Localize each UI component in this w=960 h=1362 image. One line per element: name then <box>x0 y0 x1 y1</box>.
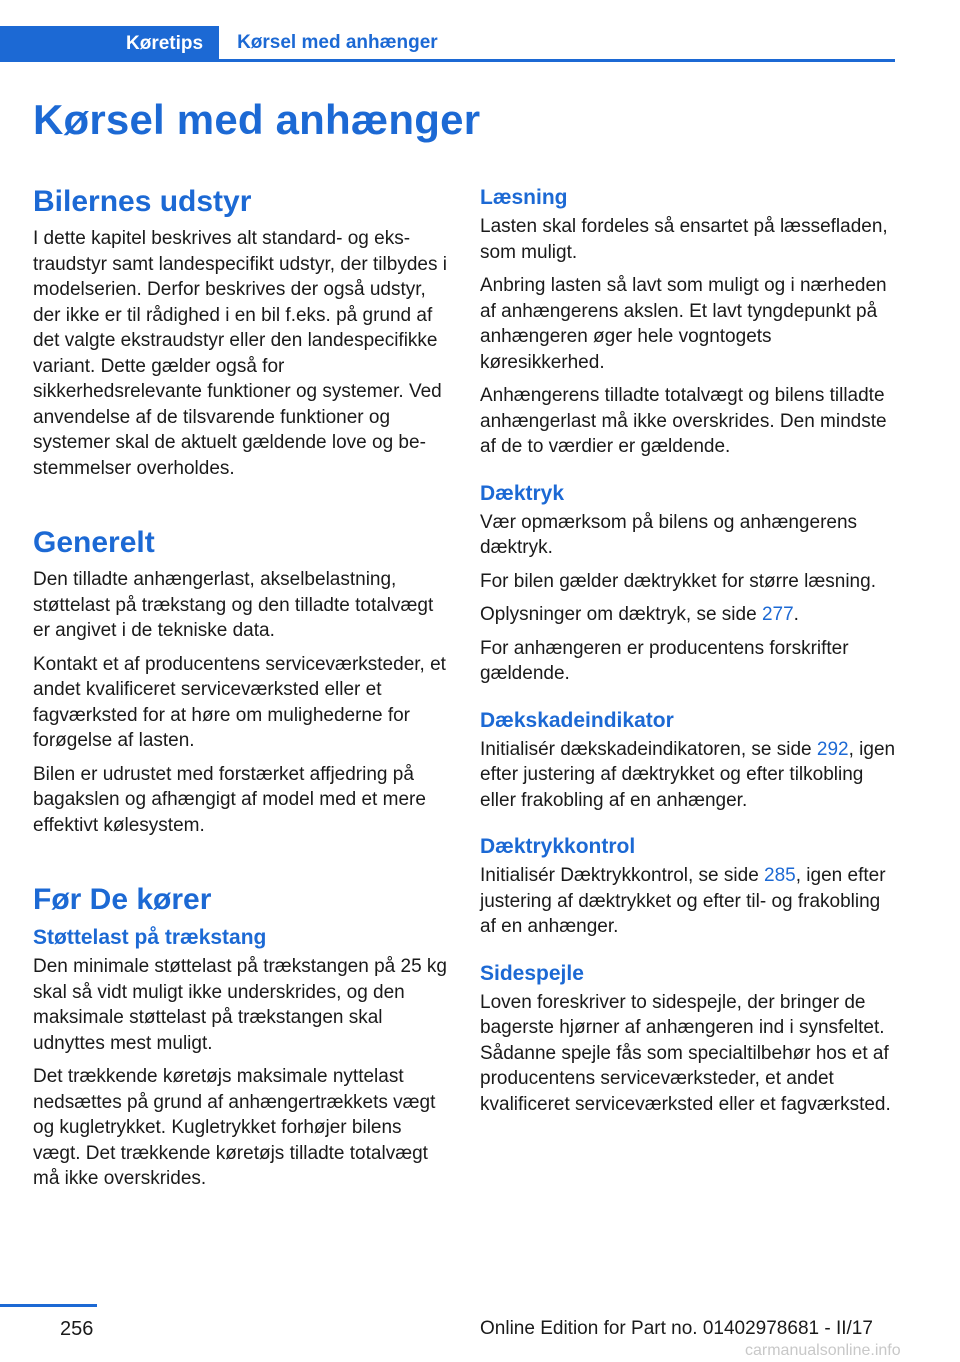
heading-daektrykkontrol: Dæktrykkontrol <box>480 835 636 858</box>
header-tabs <box>0 26 895 62</box>
paragraph: Anhængerens tilladte totalvægt og bilens tilladte anhængerlast må ikke overskrides. Den mindste af de to værdier er gældende. <box>480 385 887 457</box>
heading-foer-de-koerer: Før De kører <box>33 883 212 916</box>
text: . <box>793 604 799 625</box>
tab-koeretips[interactable]: Køretips <box>0 26 219 62</box>
edition-text: Online Edition for Part no. 01402978681 - II/17 <box>480 1318 873 1339</box>
paragraph: Kontakt et af producentens serviceværksteder, et andet kvalificeret serviceværksted eller et fagværksted for at høre om mulighederne for forøgelse af lasten. <box>33 653 446 751</box>
paragraph: Loven foreskriver to sidespejle, der bringer de bagerste hjørner af anhængeren ind i synsfeltet. Sådanne spejle fås som specialtilbehør hos et af producentens serviceværksteder, et andet kvalificeret serviceværksted eller et fagværksted. <box>480 991 891 1115</box>
paragraph <box>480 602 898 628</box>
page-title: Kørsel med anhænger <box>33 96 481 143</box>
page-number: 256 <box>60 1318 94 1340</box>
right-column <box>480 184 898 1125</box>
page-link-277[interactable]: 277 <box>761 604 794 625</box>
page-link-285[interactable]: 285 <box>764 865 796 886</box>
paragraph: Anbring lasten så lavt som muligt og i nærheden af anhængerens akslen. Et lavt tyngdepunkt på anhængeren øger hele vogntogets køresikkerhed. <box>480 275 887 373</box>
paragraph: Lasten skal fordeles så ensartet på læssefladen, som muligt. <box>480 216 888 263</box>
paragraph: Vær opmærksom på bilens og anhængerens dæktryk. <box>480 511 858 558</box>
heading-daektryk: Dæktryk <box>480 481 565 505</box>
paragraph: I dette kapitel beskrives alt standard- og ekstraudstyr samt landespecifikt udstyr, der tilbydes i modelserien. Derfor beskrives der også udstyr, der ikke er til rådighed i en bil f.eks. på grund af det valgte ekstraudstyr eller den landespecifikke variant. Dette gælder også for sikkerhedsrelevante funktioner og systemer. Ved anvendelse af de tilsvarende funktioner og systemer skal de aktuelt gældende love og bestemmelser overholdes. <box>33 228 447 479</box>
paragraph: Det trækkende køretøjs maksimale nyttelast nedsættes på grund af anhængertrækkets vægt og kugletrykket. Kugletrykket forhøjer bilens vægt. Det trækkende køretøjs tilladte totalvægt må ikke overskrides. <box>33 1066 436 1189</box>
left-column <box>33 180 448 1200</box>
paragraph: Den tilladte anhængerlast, akselbelastning, støttelast på trækstang og den tilladte totalvægt er angivet i de tekniske data. <box>33 569 434 641</box>
watermark: carmanualsonline.info <box>745 1342 901 1359</box>
page-link-292[interactable]: 292 <box>816 738 849 760</box>
paragraph: For bilen gælder dæktrykket for større læsning. <box>480 570 876 592</box>
paragraph: Bilen er udrustet med forstærket affjedring på bagakslen og afhængigt af model med et mere effektivt kølesystem. <box>33 763 426 836</box>
heading-generelt: Generelt <box>33 526 155 559</box>
text: Oplysninger om dæktryk, se side <box>480 604 762 625</box>
subheading-stoettelast: Støttelast på trækstang <box>33 926 267 949</box>
text: Initialisér dækskadeindikatoren, se side <box>480 738 817 760</box>
footer-rule <box>0 1304 97 1307</box>
heading-laesning: Læsning <box>480 186 568 209</box>
heading-sidespejle: Sidespejle <box>480 961 584 985</box>
tab-koersel-med-anhaenger[interactable]: Kørsel med anhænger <box>219 26 895 62</box>
paragraph <box>480 737 898 814</box>
heading-daekskadeindikator: Dækskadeindikator <box>480 708 674 732</box>
heading-bilernes-udstyr: Bilernes udstyr <box>33 185 252 218</box>
paragraph <box>480 863 898 940</box>
text: , igen efter justering af dæktrykket og efter tilkobling eller frakobling af en anhænger. <box>480 738 896 811</box>
text: Initialisér Dæktrykkontrol, se side <box>480 865 765 886</box>
text: , igen efter justering af dæktrykket og efter til- og frakobling af en anhænger. <box>480 865 886 937</box>
paragraph: Den minimale støttelast på trækstangen på 25 kg skal så vidt muligt ikke underskrides, og den maksimale støttelast på trækstangen skal udnyttes mest muligt. <box>33 956 447 1054</box>
paragraph: For anhængeren er producentens forskrifter gældende. <box>480 637 849 684</box>
